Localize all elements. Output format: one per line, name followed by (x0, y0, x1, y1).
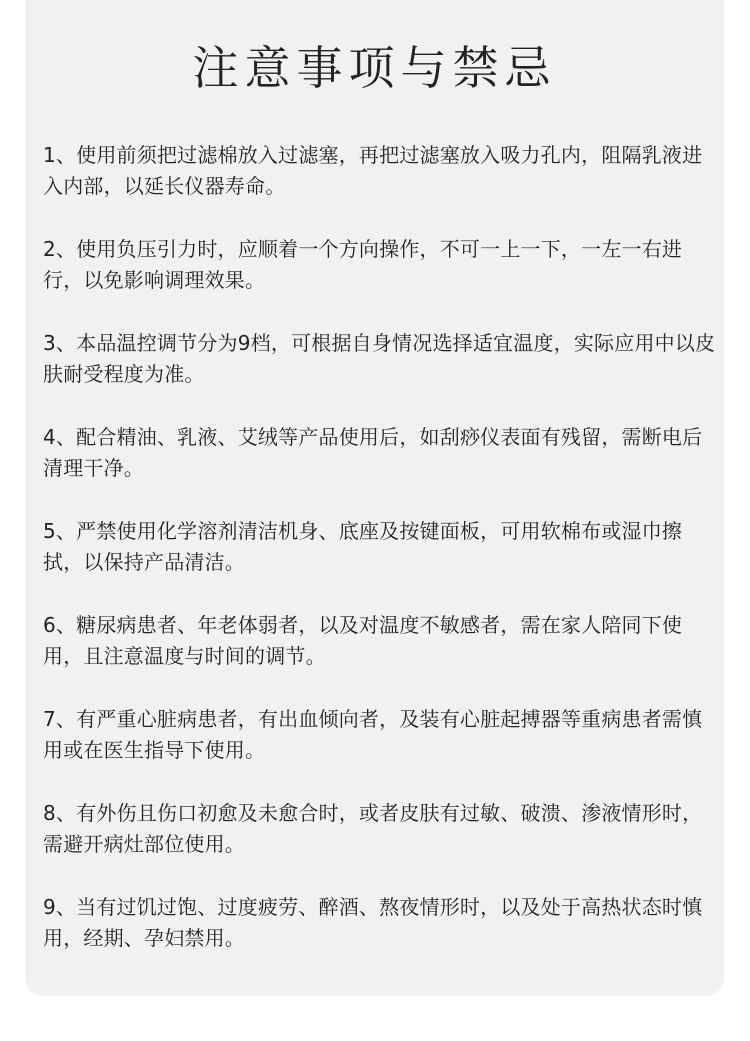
precaution-text: 9、当有过饥过饱、过度疲劳、醉酒、熬夜情形时，以及处于高热状态时慎用，经期、孕妇禁用。 (43, 895, 703, 950)
list-item (43, 516, 718, 610)
page-title: 注意事项与禁忌 (192, 41, 557, 95)
precautions-card (25, 0, 724, 996)
list-item (43, 892, 718, 986)
precaution-text: 7、有严重心脏病患者，有出血倾向者，及装有心脏起搏器等重病患者需慎用或在医生指导下使用。 (43, 707, 703, 762)
precautions-list (43, 140, 718, 986)
list-item (43, 328, 718, 422)
list-item (43, 140, 718, 234)
precaution-text: 5、严禁使用化学溶剂清洁机身、底座及按键面板，可用软棉布或湿巾擦拭，以保持产品清洁。 (43, 519, 683, 574)
list-item (43, 422, 718, 516)
list-item (43, 704, 718, 798)
precaution-text: 4、配合精油、乳液、艾绒等产品使用后，如刮痧仪表面有残留，需断电后清理干净。 (43, 425, 703, 480)
precaution-text: 2、使用负压引力时，应顺着一个方向操作，不可一上一下，一左一右进行，以免影响调理效果。 (43, 237, 683, 292)
list-item (43, 234, 718, 328)
precaution-text: 6、糖尿病患者、年老体弱者，以及对温度不敏感者，需在家人陪同下使用，且注意温度与时间的调节。 (43, 613, 683, 668)
list-item (43, 798, 718, 892)
precaution-text: 8、有外伤且伤口初愈及未愈合时，或者皮肤有过敏、破溃、渗液情形时，需避开病灶部位使用。 (43, 801, 703, 856)
list-item (43, 610, 718, 704)
precaution-text: 1、使用前须把过滤棉放入过滤塞，再把过滤塞放入吸力孔内，阻隔乳液进入内部，以延长仪器寿命。 (43, 143, 703, 198)
precaution-text: 3、本品温控调节分为9档，可根据自身情况选择适宜温度，实际应用中以皮肤耐受程度为准。 (43, 331, 716, 386)
